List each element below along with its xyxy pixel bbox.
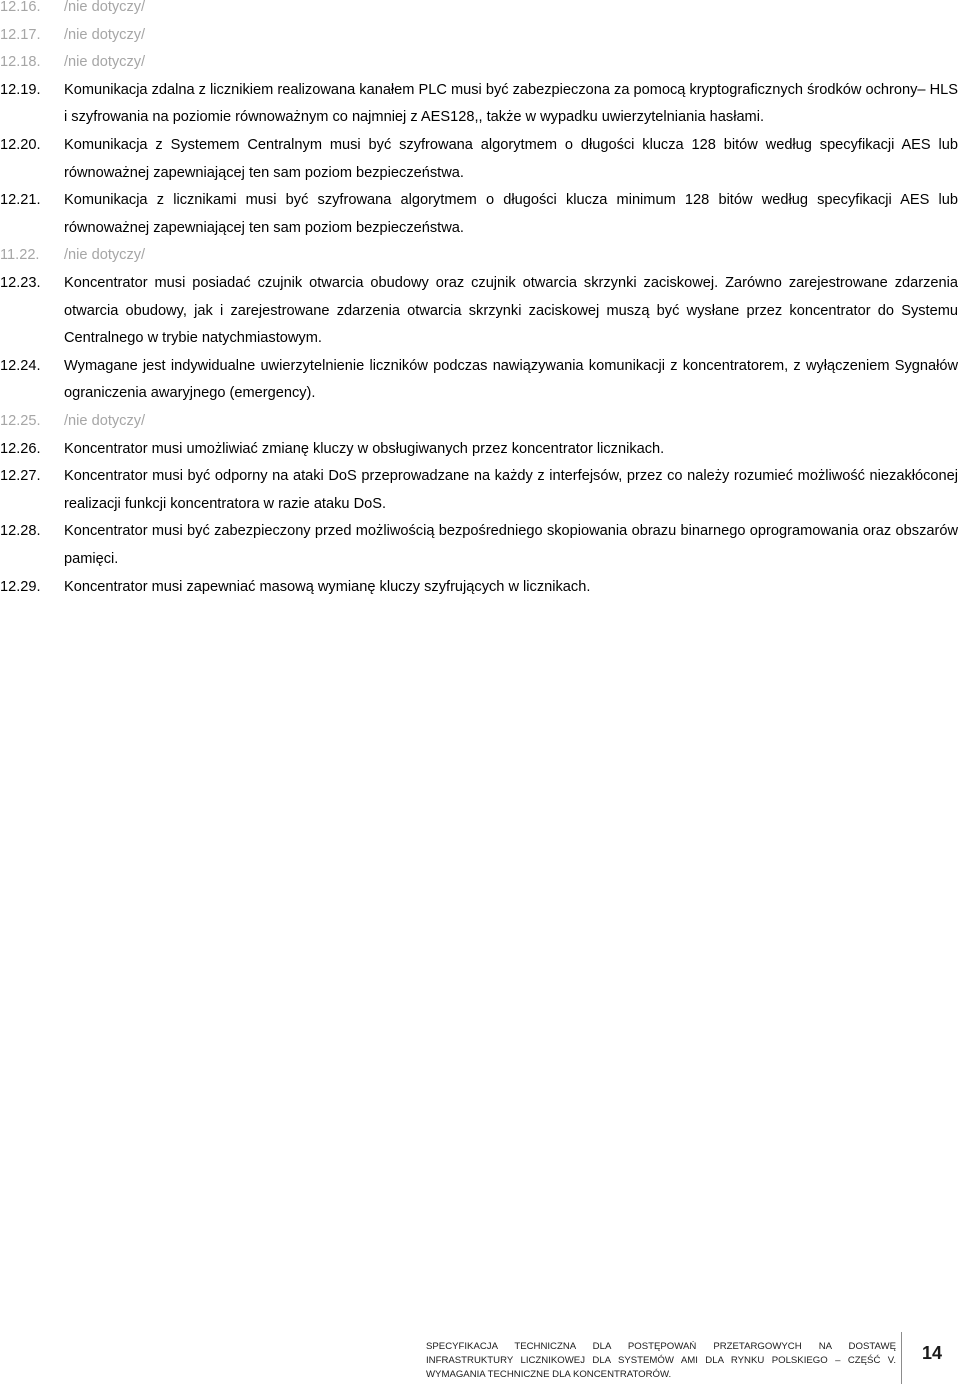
item-number: 12.25. xyxy=(0,413,41,429)
item-text: /nie dotyczy/ xyxy=(64,247,146,264)
item-text: /nie dotyczy/ xyxy=(64,54,146,71)
item-text: Komunikacja z licznikami musi być szyfrowana algorytmem o długości klucza minimum 128 bitów według specyfikacji AES lub równoważnej zapewniającej ten sam poziom bezpieczeństwa. xyxy=(64,192,958,236)
list-item-12-29 xyxy=(0,574,958,602)
item-text: Koncentrator musi być odporny na ataki DoS przeprowadzane na każdy z interfejsów, przez co należy rozumieć możliwość niezakłóconej realizacji funkcji koncentratora w razie ataku DoS. xyxy=(64,468,958,512)
page-footer-text: SPECYFIKACJA TECHNICZNA DLA POSTĘPOWAŃ PRZETARGOWYCH NA DOSTAWĘ INFRASTRUKTURY LICZNIKOWEJ DLA SYSTEMÓW AMI DLA RYNKU POLSKIEGO – CZĘŚĆ V. WYMAGANIA TECHNICZNE DLA KONCENTRATORÓW. xyxy=(426,1341,896,1380)
item-number: 12.28. xyxy=(0,523,41,540)
item-number: 12.17. xyxy=(0,26,41,43)
list-item-12-16 xyxy=(0,0,958,22)
list-item-12-27 xyxy=(0,463,958,518)
item-number: 12.18. xyxy=(0,54,41,71)
list-item-12-19 xyxy=(0,77,958,132)
item-text: /nie dotyczy/ xyxy=(64,0,146,15)
item-text: Koncentrator musi umożliwiać zmianę kluczy w obsługiwanych przez koncentrator licznikach. xyxy=(64,440,665,457)
list-item-12-26 xyxy=(0,436,958,464)
item-number: 12.21. xyxy=(0,192,41,209)
item-text: Wymagane jest indywidualne uwierzytelnienie liczników podczas nawiązywania komunikacji z koncentratorem, z wyłączeniem Sygnałów ograniczenia awaryjnego (emergency). xyxy=(64,357,958,402)
item-number: 12.16. xyxy=(0,0,41,15)
item-text: /nie dotyczy/ xyxy=(64,413,146,429)
item-text: Komunikacja zdalna z licznikiem realizowana kanałem PLC musi być zabezpieczona za pomocą kryptograficznych środków ochrony– HLS i szyfrowania na poziomie równoważnym co najmniej z AES128,, także w wypadku uwierzytelniania hasłami. xyxy=(64,81,958,126)
list-item-12-28 xyxy=(0,518,958,573)
item-number: 12.23. xyxy=(0,275,41,291)
item-text: Koncentrator musi być zabezpieczony przed możliwością bezpośredniego skopiowania obrazu binarnego oprogramowania oraz obszarów pamięci. xyxy=(64,523,958,567)
item-number: 12.20. xyxy=(0,137,41,153)
list-item-12-18 xyxy=(0,49,958,77)
item-text: Koncentrator musi posiadać czujnik otwarcia obudowy oraz czujnik otwarcia skrzynki zaciskowej. Zarówno zarejestrowane zdarzenia otwarcia obudowy, jak i zarejestrowane zdarzenia otwarcia skrzynki zaciskowej muszą być wysłane przez koncentrator do Systemu Centralnego w trybie natychmiastowym. xyxy=(64,275,958,347)
list-item-12-17 xyxy=(0,22,958,50)
item-text: Komunikacja z Systemem Centralnym musi być szyfrowana algorytmem o długości klucza 128 bitów według specyfikacji AES lub równoważnej zapewniającej ten sam poziom bezpieczeństwa. xyxy=(64,137,958,181)
list-item-12-20 xyxy=(0,132,958,187)
list-item-12-23 xyxy=(0,270,958,353)
item-text: /nie dotyczy/ xyxy=(64,26,146,43)
footer-divider xyxy=(901,1332,902,1384)
page-number: 14 xyxy=(921,1343,943,1363)
list-item-12-25 xyxy=(0,408,958,436)
item-number: 12.27. xyxy=(0,468,41,485)
item-number: 12.19. xyxy=(0,81,41,98)
item-number: 11.22. xyxy=(0,247,40,264)
item-text: Koncentrator musi zapewniać masową wymianę kluczy szyfrujących w licznikach. xyxy=(64,578,591,595)
item-number: 12.29. xyxy=(0,578,41,595)
list-item-12-24 xyxy=(0,353,958,408)
list-item-12-21 xyxy=(0,187,958,242)
item-number: 12.24. xyxy=(0,357,41,374)
list-item-11-22 xyxy=(0,242,958,270)
item-number: 12.26. xyxy=(0,440,41,457)
